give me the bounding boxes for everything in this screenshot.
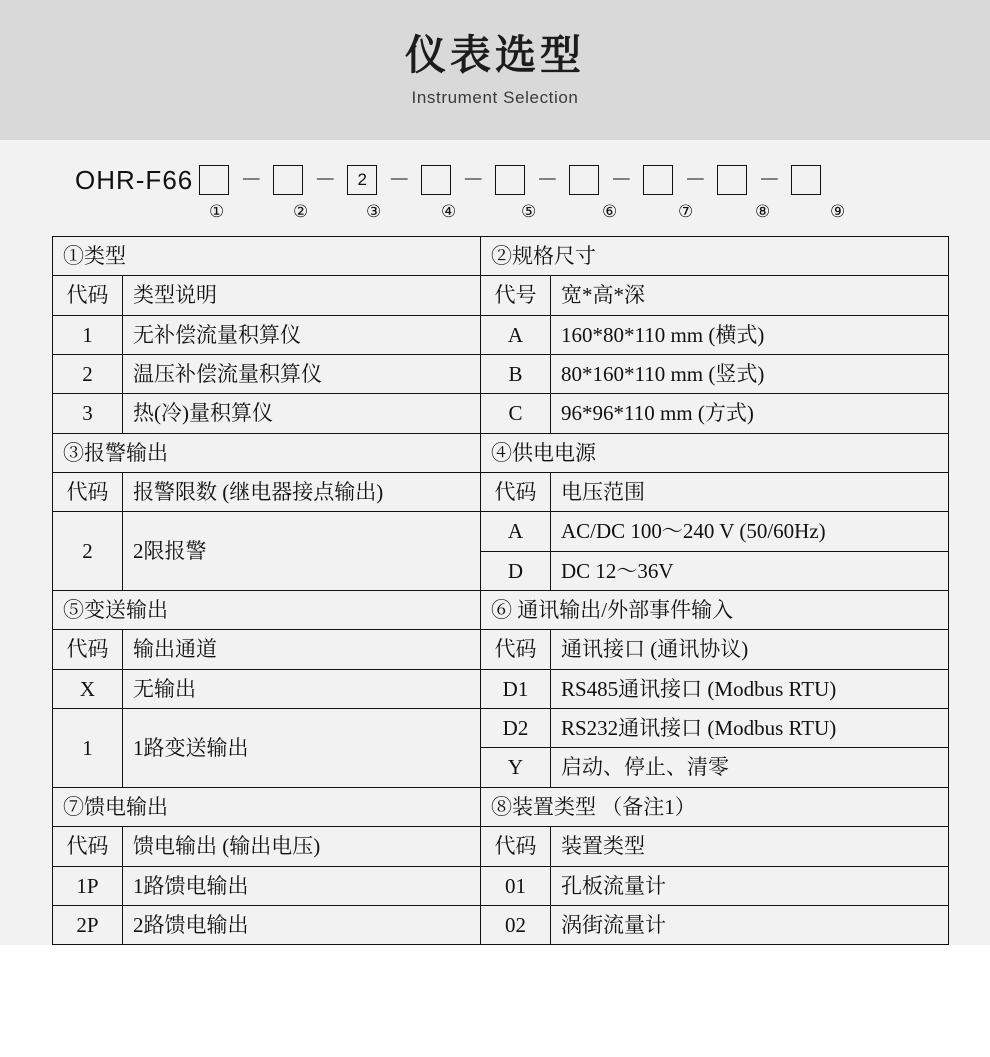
section-4-row-2-code: D [481, 551, 551, 590]
table-row [53, 394, 949, 433]
model-slot-5[interactable] [495, 165, 525, 195]
section-8-row-1-desc: 孔板流量计 [551, 866, 949, 905]
model-index-1: ① [209, 202, 225, 221]
section-6-row-2-desc: RS232通讯接口 (Modbus RTU) [551, 709, 949, 748]
section-1-row-1-code: 1 [53, 315, 123, 354]
model-index-6: ⑥ [602, 202, 618, 221]
section-6-row-2-code: D2 [481, 709, 551, 748]
model-slot-2[interactable] [273, 165, 303, 195]
table-row [53, 315, 949, 354]
table-row [53, 905, 949, 944]
section-6-header: ⑥ 通讯输出/外部事件输入 [481, 591, 949, 630]
section-2-row-1-code: A [481, 315, 551, 354]
section-7-col1-header: 代码 [53, 827, 123, 866]
section-2-row-3-desc: 96*96*110 mm (方式) [551, 394, 949, 433]
model-dash-1: － [240, 167, 263, 192]
section-1-row-2-code: 2 [53, 355, 123, 394]
model-name: OHR-F66 [75, 164, 194, 195]
model-dash-2: － [314, 167, 337, 192]
section-1-row-1-desc: 无补偿流量积算仪 [123, 315, 481, 354]
section-3-col1-header: 代码 [53, 473, 123, 512]
page-title: 仪表选型 [405, 32, 585, 79]
model-index-5: ⑤ [521, 202, 537, 221]
table-row [53, 591, 949, 630]
section-1-col1-header: 代码 [53, 276, 123, 315]
model-index-3: ③ [366, 202, 382, 221]
section-4-col1-header: 代码 [481, 473, 551, 512]
table-row [53, 709, 949, 748]
section-6-row-1-code: D1 [481, 669, 551, 708]
model-slot-4[interactable] [421, 165, 451, 195]
section-4-col2-header: 电压范围 [551, 473, 949, 512]
section-2-header: ②规格尺寸 [481, 237, 949, 276]
selection-content [0, 140, 990, 945]
section-7-row-1-desc: 1路馈电输出 [123, 866, 481, 905]
section-2-row-1-desc: 160*80*110 mm (横式) [551, 315, 949, 354]
section-7-row-1-code: 1P [53, 866, 123, 905]
section-4-row-2-desc: DC 12～36V [551, 551, 949, 590]
section-5-row-1-desc: 无输出 [123, 669, 481, 708]
table-row [53, 827, 949, 866]
table-row [53, 512, 949, 551]
model-slot-1[interactable] [199, 165, 229, 195]
section-2-row-2-desc: 80*160*110 mm (竖式) [551, 355, 949, 394]
section-8-col1-header: 代码 [481, 827, 551, 866]
section-3-header: ③报警输出 [53, 433, 481, 472]
section-2-row-3-code: C [481, 394, 551, 433]
section-6-row-3-code: Y [481, 748, 551, 787]
section-8-header: ⑧装置类型 （备注1） [481, 787, 949, 826]
section-4-header: ④供电电源 [481, 433, 949, 472]
selection-table [52, 236, 949, 945]
section-5-row-2-desc: 1路变送输出 [123, 709, 481, 788]
model-slot-3[interactable]: 2 [347, 165, 377, 195]
section-8-row-2-desc: 涡街流量计 [551, 905, 949, 944]
table-row [53, 630, 949, 669]
model-dash-5: － [536, 167, 559, 192]
section-1-header: ①类型 [53, 237, 481, 276]
model-dash-7: － [684, 167, 707, 192]
section-2-col1-header: 代号 [481, 276, 551, 315]
model-dash-3: － [388, 167, 411, 192]
section-6-col1-header: 代码 [481, 630, 551, 669]
model-slot-6[interactable] [569, 165, 599, 195]
section-6-row-1-desc: RS485通讯接口 (Modbus RTU) [551, 669, 949, 708]
section-5-col1-header: 代码 [53, 630, 123, 669]
model-index-4: ④ [441, 202, 457, 221]
model-dash-4: － [462, 167, 485, 192]
section-5-header: ⑤变送输出 [53, 591, 481, 630]
section-6-col2-header: 通讯接口 (通讯协议) [551, 630, 949, 669]
model-index-2: ② [293, 202, 309, 221]
model-index-7: ⑦ [678, 202, 694, 221]
model-index-9: ⑨ [830, 202, 846, 221]
section-1-col2-header: 类型说明 [123, 276, 481, 315]
table-row [53, 669, 949, 708]
section-4-row-1-code: A [481, 512, 551, 551]
table-row [53, 355, 949, 394]
table-row [53, 433, 949, 472]
section-5-row-1-code: X [53, 669, 123, 708]
section-2-row-2-code: B [481, 355, 551, 394]
model-dash-6: － [610, 167, 633, 192]
model-slot-7[interactable] [643, 165, 673, 195]
page-banner [0, 0, 990, 140]
table-row [53, 866, 949, 905]
section-7-row-2-desc: 2路馈电输出 [123, 905, 481, 944]
section-3-row-1-desc: 2限报警 [123, 512, 481, 591]
section-1-row-3-code: 3 [53, 394, 123, 433]
section-7-row-2-code: 2P [53, 905, 123, 944]
model-index-8: ⑧ [755, 202, 771, 221]
section-5-row-2-code: 1 [53, 709, 123, 788]
section-7-col2-header: 馈电输出 (输出电压) [123, 827, 481, 866]
model-dash-8: － [758, 167, 781, 192]
table-row [53, 473, 949, 512]
section-7-header: ⑦馈电输出 [53, 787, 481, 826]
table-row [53, 276, 949, 315]
table-row [53, 787, 949, 826]
section-6-row-3-desc: 启动、停止、清零 [551, 748, 949, 787]
page-subtitle: Instrument Selection [411, 87, 579, 107]
section-3-col2-header: 报警限数 (继电器接点输出) [123, 473, 481, 512]
section-3-row-1-code: 2 [53, 512, 123, 591]
section-8-row-2-code: 02 [481, 905, 551, 944]
model-slot-8[interactable] [717, 165, 747, 195]
section-2-col2-header: 宽*高*深 [551, 276, 949, 315]
model-index-row [0, 202, 990, 228]
section-5-col2-header: 输出通道 [123, 630, 481, 669]
section-1-row-2-desc: 温压补偿流量积算仪 [123, 355, 481, 394]
section-1-row-3-desc: 热(冷)量积算仪 [123, 394, 481, 433]
section-4-row-1-desc: AC/DC 100～240 V (50/60Hz) [551, 512, 949, 551]
section-8-col2-header: 装置类型 [551, 827, 949, 866]
model-slot-9[interactable] [791, 165, 821, 195]
table-row [53, 237, 949, 276]
model-code-row [0, 158, 990, 202]
section-8-row-1-code: 01 [481, 866, 551, 905]
